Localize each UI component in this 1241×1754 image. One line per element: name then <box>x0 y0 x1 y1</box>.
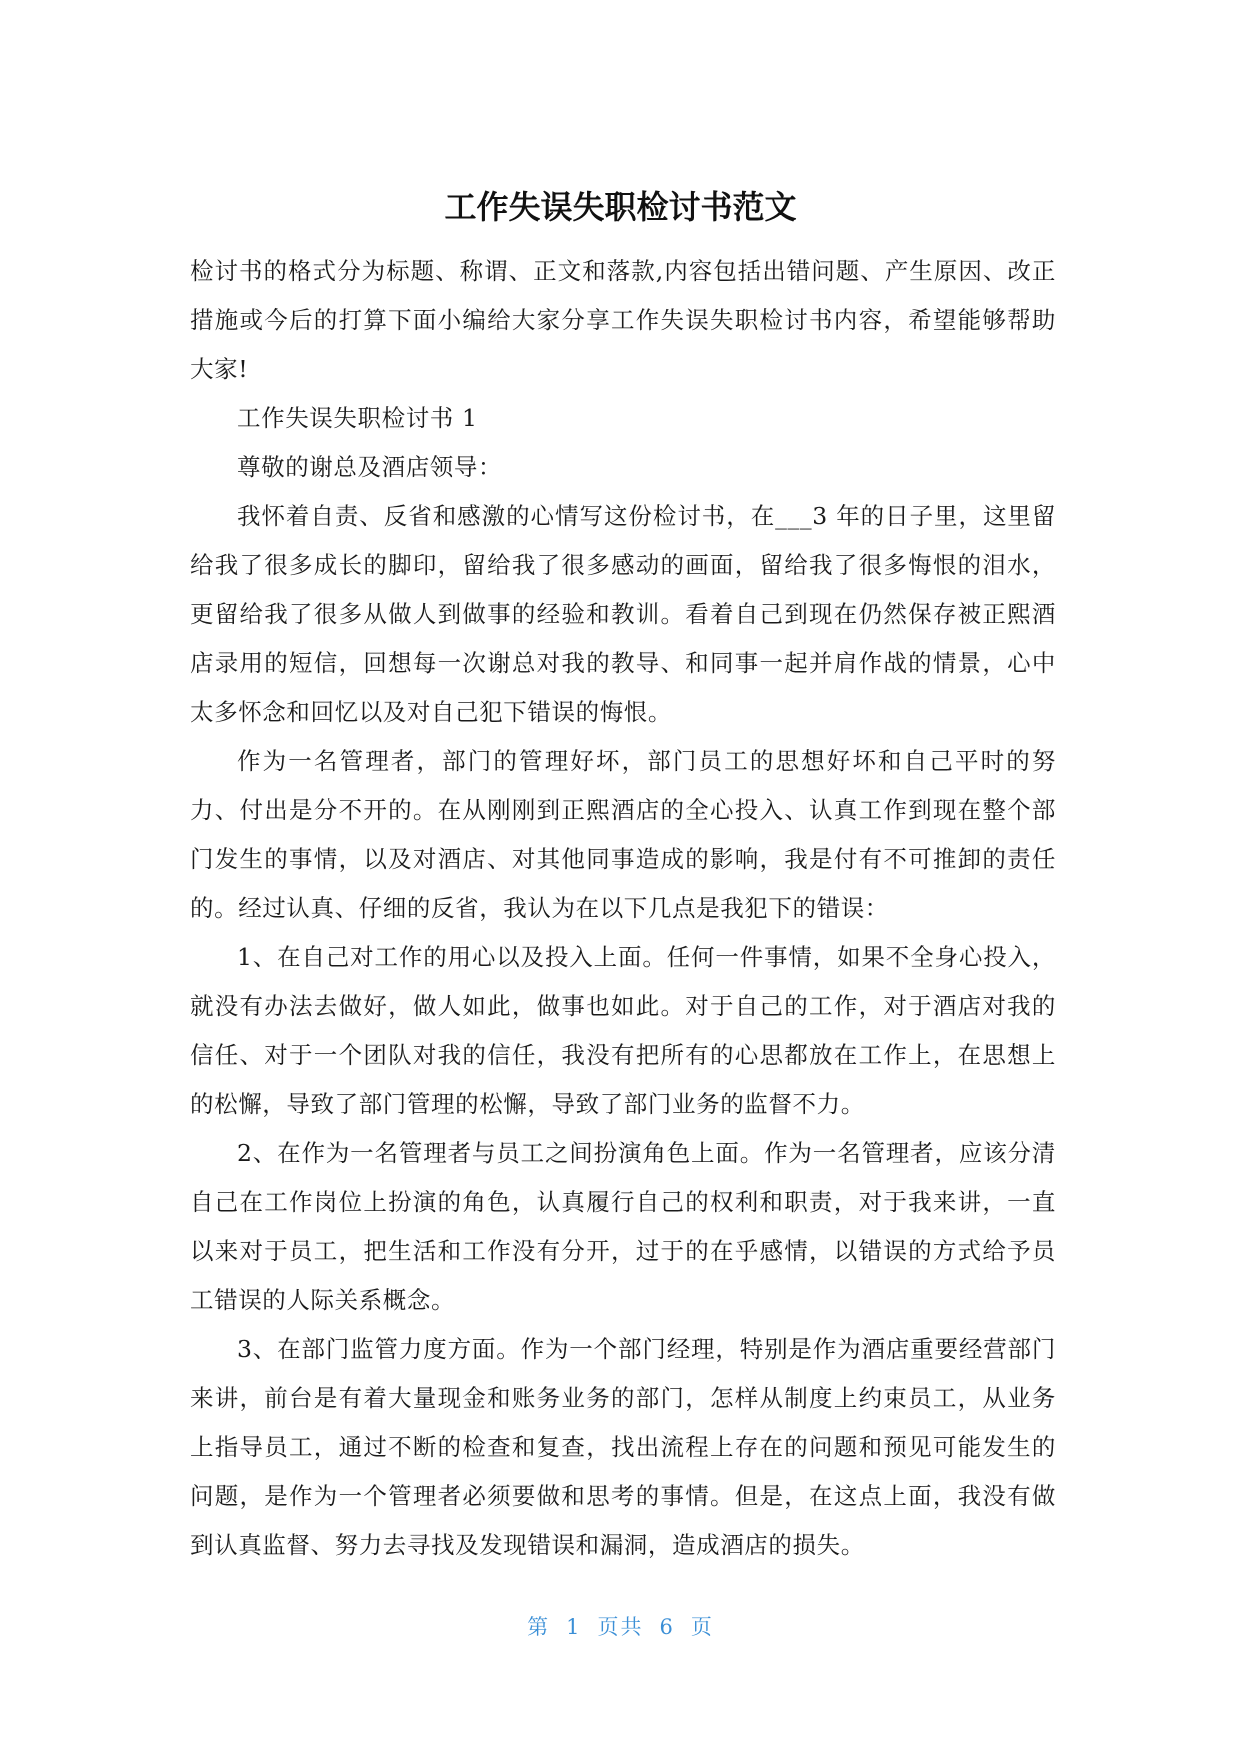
paragraph-opening: 我怀着自责、反省和感激的心情写这份检讨书，在___3 年的日子里，这里留给我了很多成长的脚印，留给我了很多感动的画面，留给我了很多悔恨的泪水，更留给我了很多从做人到做事的经验和教训。看着自己到现在仍然保存被正熙酒店录用的短信，回想每一次谢总对我的教导、和同事一起并肩作战的情景，心中太多怀念和回忆以及对自己犯下错误的悔恨。 <box>190 502 1056 726</box>
document-title: 工作失误失职检讨书范文 <box>444 188 797 226</box>
paragraph-intro: 检讨书的格式分为标题、称谓、正文和落款,内容包括出错问题、产生原因、改正措施或今后的打算下面小编给大家分享工作失误失职检讨书内容，希望能够帮助大家! <box>190 257 1056 383</box>
footer-suffix: 页 <box>690 1615 714 1639</box>
page-footer <box>0 1612 1241 1642</box>
footer-total-pages: 6 <box>659 1615 675 1639</box>
paragraph-responsibility: 作为一名管理者，部门的管理好坏，部门员工的思想好坏和自己平时的努力、付出是分不开的。在从刚刚到正熙酒店的全心投入、认真工作到现在整个部门发生的事情，以及对酒店、对其他同事造成的影响，我是付有不可推卸的责任的。经过认真、仔细的反省，我认为在以下几点是我犯下的错误： <box>190 747 1056 922</box>
paragraph-point-2: 2、在作为一名管理者与员工之间扮演角色上面。作为一名管理者，应该分清自己在工作岗位上扮演的角色，认真履行自己的权利和职责，对于我来讲，一直以来对于员工，把生活和工作没有分开，过于的在乎感情，以错误的方式给予员工错误的人际关系概念。 <box>190 1139 1056 1314</box>
paragraph-point-3: 3、在部门监管力度方面。作为一个部门经理，特别是作为酒店重要经营部门来讲，前台是有着大量现金和账务业务的部门，怎样从制度上约束员工，从业务上指导员工，通过不断的检查和复查，找出流程上存在的问题和预见可能发生的问题，是作为一个管理者必须要做和思考的事情。但是，在这点上面，我没有做到认真监督、努力去寻找及发现错误和漏洞，造成酒店的损失。 <box>190 1335 1056 1559</box>
footer-current-page: 1 <box>566 1615 582 1639</box>
document-body <box>190 247 1056 1570</box>
footer-prefix: 第 <box>527 1615 551 1639</box>
paragraph-section-heading: 工作失误失职检讨书 1 <box>237 404 478 432</box>
footer-middle: 页共 <box>597 1615 644 1639</box>
paragraph-point-1: 1、在自己对工作的用心以及投入上面。任何一件事情，如果不全身心投入，就没有办法去做好，做人如此，做事也如此。对于自己的工作，对于酒店对我的信任、对于一个团队对我的信任，我没有把所有的心思都放在工作上，在思想上的松懈，导致了部门管理的松懈，导致了部门业务的监督不力。 <box>190 943 1056 1118</box>
paragraph-salutation: 尊敬的谢总及酒店领导： <box>237 453 503 481</box>
